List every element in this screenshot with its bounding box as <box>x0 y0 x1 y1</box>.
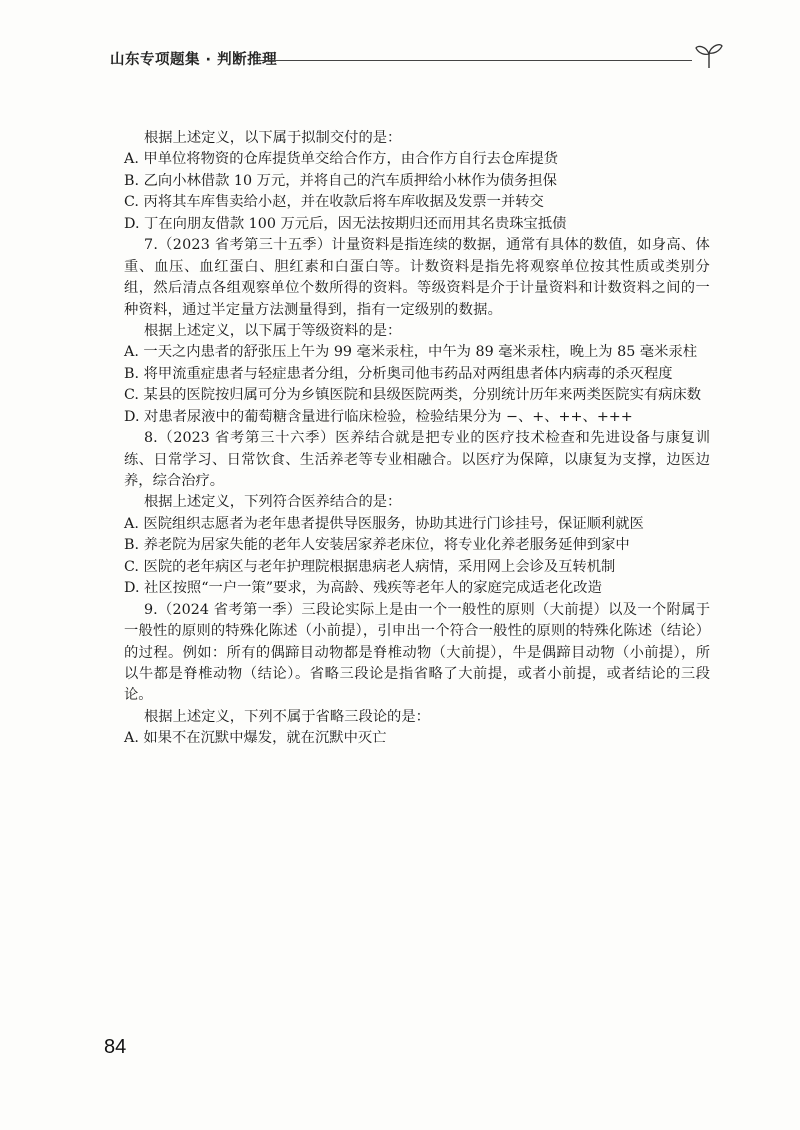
option-d: D. 丁在向朋友借款 100 万元后，因无法按期归还而用其名贵珠宝抵债 <box>124 215 567 232</box>
option-c: C. 某县的医院按归属可分为乡镇医院和县级医院两类，分别统计历年来两类医院实有病床数 <box>124 387 702 404</box>
question-lead: 根据上述定义，以下属于等级资料的是： <box>144 322 402 339</box>
question-7 <box>124 235 710 428</box>
question-lead: 根据上述定义，下列不属于省略三段论的是： <box>144 708 430 725</box>
option-b: B. 将甲流重症患者与轻症患者分组，分析奥司他韦药品对两组患者体内病毒的杀灭程度 <box>124 365 673 382</box>
page-content <box>124 128 710 750</box>
question-9 <box>124 600 710 750</box>
option-a: A. 甲单位将物资的仓库提货单交给合作方，由合作方自行去仓库提货 <box>124 151 559 168</box>
sprout-icon <box>694 40 724 70</box>
question-6 <box>124 128 710 235</box>
question-stem: 8.（2023 省考第三十六季）医养结合就是把专业的医疗技术检查和先进设备与康复训练、日常学习、日常饮食、生活养老等专业相融合。以医疗为保障，以康复为支撑，边医边养，综合治疗。 <box>124 430 710 489</box>
option-c: C. 医院的老年病区与老年护理院根据患病老人病情，采用网上会诊及互转机制 <box>124 558 616 575</box>
question-8 <box>124 428 710 600</box>
page-number: 84 <box>104 1036 127 1058</box>
option-b: B. 养老院为居家失能的老年人安装居家养老床位，将专业化养老服务延伸到家中 <box>124 537 630 554</box>
question-lead: 根据上述定义，下列符合医养结合的是： <box>144 494 402 511</box>
question-stem: 7.（2023 省考第三十五季）计量资料是指连续的数据，通常有具体的数值，如身高、体重、血压、血红蛋白、胆红素和白蛋白等。计数资料是指先将观察单位按其性质或类别分组，然后清点各组观察单位个数所得的资料。等级资料是介于计量资料和计数资料之间的一种资料，通过半定量方法测量得到，指有一定级别的数据。 <box>124 237 710 318</box>
option-d: D. 对患者尿液中的葡萄糖含量进行临床检验，检验结果分为 −、+、++、+++ <box>124 408 633 425</box>
option-c: C. 丙将其车库售卖给小赵，并在收款后将车库收据及发票一并转交 <box>124 194 544 211</box>
page-header <box>108 40 728 76</box>
question-lead: 根据上述定义，以下属于拟制交付的是： <box>144 130 402 146</box>
option-b: B. 乙向小林借款 10 万元，并将自己的汽车质押给小林作为债务担保 <box>124 172 557 189</box>
header-rule <box>258 60 692 61</box>
header-title: 山东专项题集 · 判断推理 <box>110 52 278 68</box>
option-d: D. 社区按照“一户一策”要求，为高龄、残疾等老年人的家庭完成适老化改造 <box>124 580 602 597</box>
question-stem: 9.（2024 省考第一季）三段论实际上是由一个一般性的原则（大前提）以及一个附属于一般性的原则的特殊化陈述（小前提），引申出一个符合一般性的原则的特殊化陈述（结论）的过程。例如：所有的偶蹄目动物都是脊椎动物（大前提），牛是偶蹄目动物（小前提），所以牛都是脊椎动物（结论）。省略三段论是指省略了大前提，或者小前提，或者结论的三段论。 <box>124 601 710 704</box>
option-a: A. 如果不在沉默中爆发，就在沉默中灭亡 <box>124 730 387 747</box>
option-a: A. 一天之内患者的舒张压上午为 99 毫米汞柱，中午为 89 毫米汞柱，晚上为 85 毫米汞柱 <box>124 344 698 361</box>
option-a: A. 医院组织志愿者为老年患者提供导医服务，协助其进行门诊挂号，保证顺利就医 <box>124 515 644 532</box>
